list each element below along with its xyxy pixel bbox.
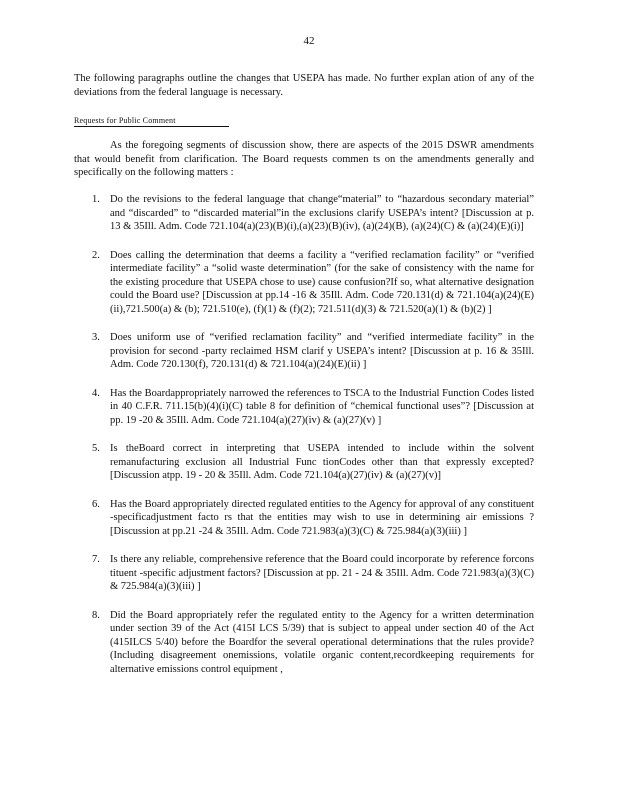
question-text: Did the Board appropriately refer the regulated entity to the Agency for a written determination under section 39 of the Act (415I LCS 5/39) that is subject to appeal under section 40 of the Act (415ILCS 5/40) before the Boardfor the several operational determinations that the rules provide? (Including disagreement onemissions, volatile organic content,recordkeeping requirements for alternative emissions control equipment , xyxy=(110,609,534,675)
question-text: Is there any reliable, comprehensive reference that the Board could incorporate by reference forcons tituent -specific adjustment factors? [Discussion at pp. 21 - 24 & 35Ill. Adm. Code 721.983(a)(3)(C) & 725.984(a)(3)(iii) ] xyxy=(110,554,534,592)
question-number: 4. xyxy=(92,387,100,399)
page-number: 42 xyxy=(303,35,315,47)
section-heading: Requests for Public Comment xyxy=(74,116,229,127)
question-item xyxy=(74,498,534,539)
question-number: 1. xyxy=(92,194,100,205)
question-item xyxy=(74,553,534,594)
question-item xyxy=(74,249,534,317)
question-text: Does calling the determination that deems a facility a “verified reclamation facility” or “verified intermediate facility” a “solid waste determination” (for the sake of consistency with the name for the existing procedure that USEPA chose to use) cause confusion?If so, what alternative designation could the Board use? [Discussion at pp.14 -16 & 35Ill. Adm. Code 720.131(d) & 721.104(a)(24)(E)(ii),721.500(a) & (b); 721.510(e), (f)(1) & (f)(2); 721.511(d)(3) & 721.520(a)(1) & (b)(2) ] xyxy=(110,249,534,315)
question-number: 6. xyxy=(92,498,100,510)
question-item xyxy=(74,331,534,372)
question-text: Does uniform use of “verified reclamation facility” and “verified intermediate facility” in the provision for second -party reclaimed HSM clarif y USEPA’s intent? [Discussion at p. 16 & 35Ill. Adm. Code 720.130(f), 720.131(d) & 721.104(a)(24)(E)(ii) ] xyxy=(110,332,534,370)
question-item xyxy=(74,442,534,483)
question-number: 8. xyxy=(92,609,100,621)
question-item xyxy=(74,193,534,234)
question-text: Has the Board appropriately directed regulated entities to the Agency for approval of any constituent -specificadjustment facto rs that the entities may wish to use in determining air emissions ? [Discussion at pp.21 -24 & 35Ill. Adm. Code 721.983(a)(3)(C) & 725.984(a)(3)(iii) ] xyxy=(110,498,534,537)
question-text: Has the Boardappropriately narrowed the references to TSCA to the Industrial Function Codes listed in 40 C.F.R. 711.15(b)(4)(i)(C) table 8 for definition of “chemical functional uses”? [Discussion at pp. 19 -20 & 35Ill. Adm. Code 721.104(a)(27)(iv) & (a)(27)(v) ] xyxy=(110,387,534,426)
question-list xyxy=(74,193,534,691)
question-item xyxy=(74,609,534,677)
lead-paragraph: As the foregoing segments of discussion show, there are aspects of the 2015 DSWR amendments that would benefit from clarification. The Board requests commen ts on the amendments generally and specifically on the following matters : xyxy=(74,140,534,178)
question-number: 5. xyxy=(92,443,100,454)
question-text: Do the revisions to the federal language that change“material” to “hazardous secondary material” and “discarded” to “discarded material”in the exclusions clarify USEPA’s intent? [Discussion at p. 13 & 35Ill. Adm. Code 721.104(a)(23)(B)(i),(a)(23)(B)(iv), (a)(24)(B), (a)(24)(C) & (a)(24)(E)(i)] xyxy=(110,194,534,232)
question-number: 3. xyxy=(92,332,100,343)
question-text: Is theBoard correct in interpreting that USEPA intended to include within the solvent remanufacturing exclusion all Industrial Func tionCodes other than that expressly excepted? [Discussion atpp. 19 - 20 & 35Ill. Adm. Code 721.104(a)(27)(iv) & (a)(27)(v)] xyxy=(110,443,534,481)
question-number: 2. xyxy=(92,249,100,261)
question-number: 7. xyxy=(92,554,100,565)
question-item xyxy=(74,387,534,428)
intro-paragraph: The following paragraphs outline the changes that USEPA has made. No further explan ation of any of the deviations from the federal language is necessary. xyxy=(74,73,534,98)
